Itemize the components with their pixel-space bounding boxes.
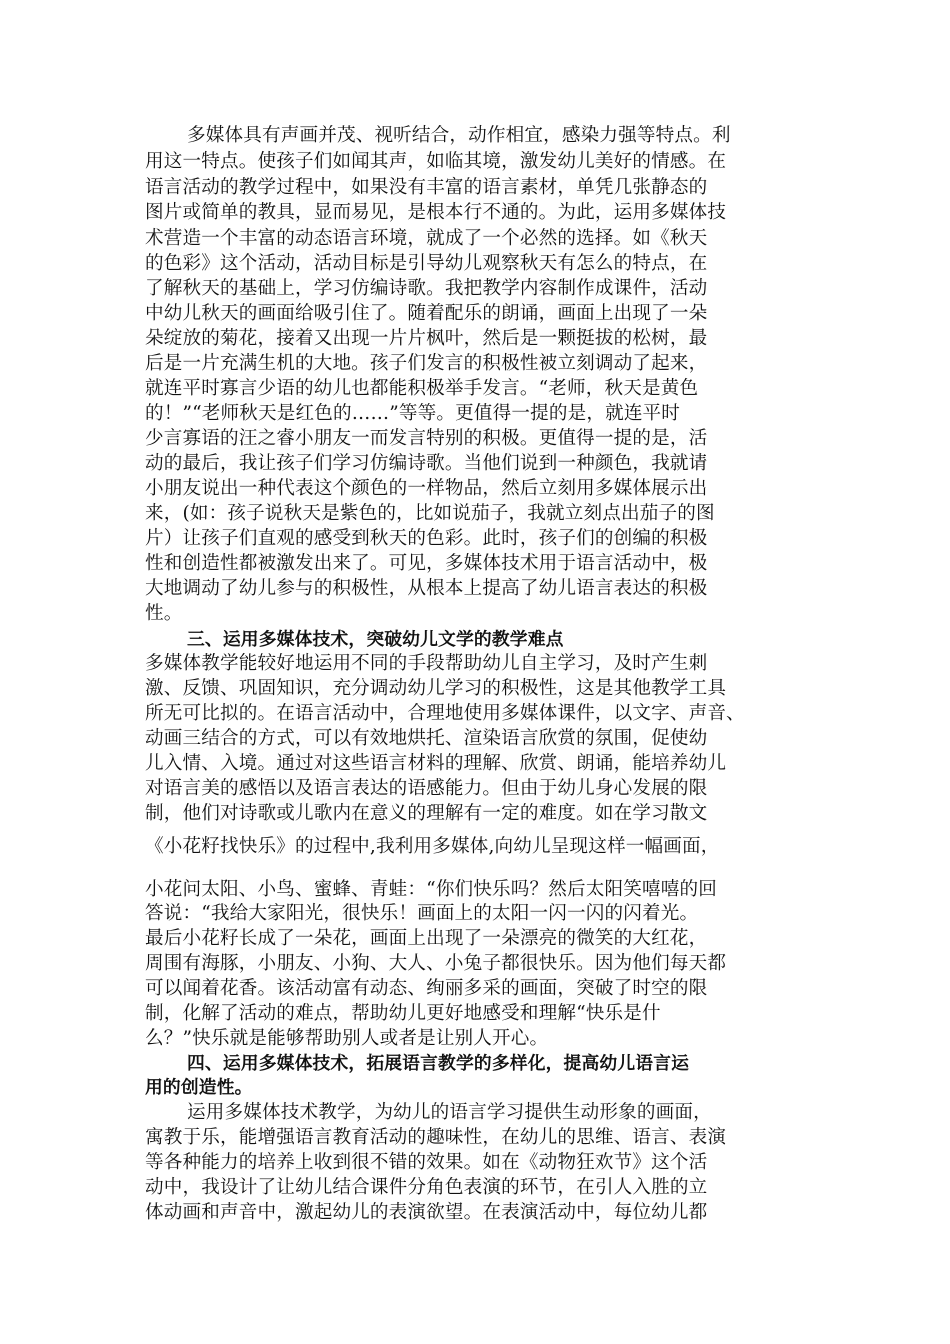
text-line: 答说：“我给大家阳光，很快乐！画面上的太阳一闪一闪的闪着光。: [145, 903, 699, 924]
text-line: 制，他们对诗歌或儿歌内在意义的理解有一定的难度。如在学习散文: [145, 803, 708, 824]
text-line: 片）让孩子们直观的感受到秋天的色彩。此时，孩子们的创编的积极: [145, 528, 708, 549]
text-line: 少言寡语的汪之睿小朋友一而发言特别的积极。更值得一提的是，活: [145, 428, 708, 449]
text-line: 么？”快乐就是能够帮助别人或者是让别人开心。: [145, 1028, 549, 1049]
text-line: 多媒体具有声画并茂、视听结合，动作相宜，感染力强等特点。利: [187, 125, 731, 146]
section-heading-3: 三、运用多媒体技术，突破幼儿文学的教学难点: [187, 629, 564, 650]
text-line: 动画三结合的方式，可以有效地烘托、渲染语言欣赏的氛围，促使幼: [145, 728, 708, 749]
text-line: 对语言美的感悟以及语言表达的语感能力。但由于幼儿身心发展的限: [145, 778, 708, 799]
text-line: 周围有海豚，小朋友、小狗、大人、小兔子都很快乐。因为他们每天都: [145, 953, 727, 974]
text-line: 最后小花籽长成了一朵花，画面上出现了一朵漂亮的微笑的大红花，: [145, 928, 708, 949]
text-line: 了解秋天的基础上，学习仿编诗歌。我把教学内容制作成课件，活动: [145, 278, 708, 299]
text-line: 等各种能力的培养上收到很不错的效果。如在《动物狂欢节》这个活: [145, 1152, 708, 1173]
text-line: 动的最后，我让孩子们学习仿编诗歌。当他们说到一种颜色，我就请: [145, 453, 708, 474]
text-line: 激、反馈、巩固知识，充分调动幼儿学习的积极性，这是其他教学工具: [145, 678, 727, 699]
text-line: 运用多媒体技术教学，为幼儿的语言学习提供生动形象的画面，: [187, 1102, 712, 1123]
text-line: 体动画和声音中，激起幼儿的表演欲望。在表演活动中，每位幼儿都: [145, 1202, 708, 1223]
text-line: 图片或简单的教具，显而易见，是根本行不通的。为此，运用多媒体技: [145, 202, 727, 223]
text-line: 术营造一个丰富的动态语言环境，就成了一个必然的选择。如《秋天: [145, 228, 708, 249]
text-line: 的！”“老师秋天是红色的……”等等。更值得一提的是，就连平时: [145, 403, 681, 424]
text-line: 后是一片充满生机的大地。孩子们发言的积极性被立刻调动了起来，: [145, 353, 708, 374]
text-line: 用这一特点。使孩子们如闻其声，如临其境，激发幼儿美好的情感。在: [145, 151, 727, 172]
text-line: 朵绽放的菊花，接着又出现一片片枫叶，然后是一颗挺拔的松树，最: [145, 328, 708, 349]
text-line: 中幼儿秋天的画面给吸引住了。随着配乐的朗诵，画面上出现了一朵: [145, 303, 708, 324]
text-line: 大地调动了幼儿参与的积极性，从根本上提高了幼儿语言表达的积极: [145, 578, 708, 599]
text-line: 儿入情、入境。通过对这些语言材料的理解、欣赏、朗诵，能培养幼儿: [145, 753, 727, 774]
heading-line: 用的创造性。: [145, 1077, 253, 1098]
text-line: 性和创造性都被激发出来了。可见，多媒体技术用于语言活动中，极: [145, 553, 708, 574]
text-line: 制，化解了活动的难点，帮助幼儿更好地感受和理解“快乐是什: [145, 1003, 661, 1024]
text-line: 就连平时寡言少语的幼儿也都能积极举手发言。“老师，秋天是黄色: [145, 378, 699, 399]
text-line: 寓教于乐，能增强语言教育活动的趣味性，在幼儿的思维、语言、表演: [145, 1127, 727, 1148]
text-line: 小朋友说出一种代表这个颜色的一样物品，然后立刻用多媒体展示出: [145, 478, 708, 499]
text-line: 语言活动的教学过程中，如果没有丰富的语言素材，单凭几张静态的: [145, 177, 708, 198]
heading-line: 四、运用多媒体技术，拓展语言教学的多样化，提高幼儿语言运: [187, 1053, 690, 1074]
text-line: 来，(如：孩子说秋天是紫色的，比如说茄子，我就立刻点出茄子的图: [145, 503, 715, 524]
text-line: 《小花籽找快乐》的过程中,我利用多媒体,向幼儿呈现这样一幅画面，: [145, 836, 720, 857]
text-line: 动中，我设计了让幼儿结合课件分角色表演的环节，在引人入胜的立: [145, 1177, 708, 1198]
text-line: 多媒体教学能较好地运用不同的手段帮助幼儿自主学习，及时产生刺: [145, 653, 708, 674]
text-line: 所无可比拟的。在语言活动中，合理地使用多媒体课件，以文字、声音、: [145, 703, 745, 724]
text-line: 可以闻着花香。该活动富有动态、绚丽多采的画面，突破了时空的限: [145, 978, 708, 999]
text-line: 性。: [145, 603, 183, 624]
text-line: 小花问太阳、小鸟、蜜蜂、青蛙：“你们快乐吗？然后太阳笑嘻嘻的回: [145, 879, 717, 900]
text-line: 的色彩》这个活动，活动目标是引导幼儿观察秋天有怎么的特点，在: [145, 253, 708, 274]
